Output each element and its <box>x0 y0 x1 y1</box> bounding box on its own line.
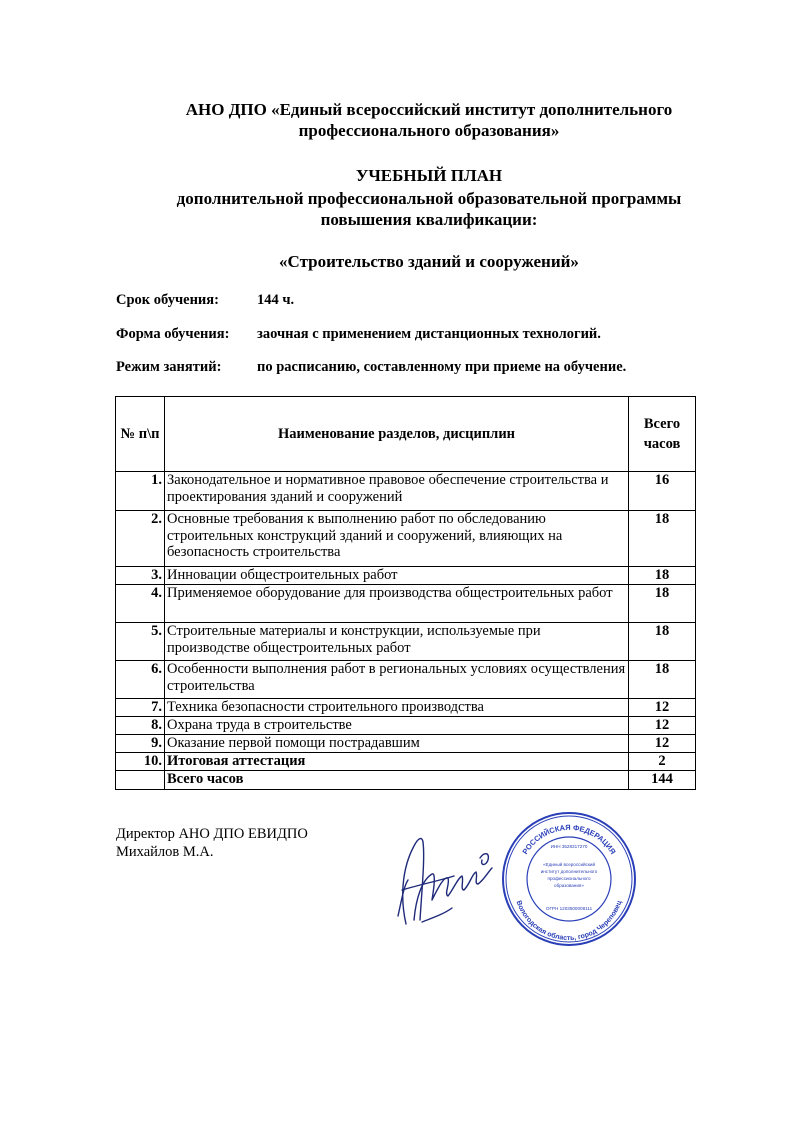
table-row <box>116 753 696 771</box>
document-subtitle-line1: дополнительной профессиональной образовательной программы <box>176 189 682 208</box>
form-value: заочная с применением дистанционных технологий. <box>257 326 601 342</box>
table-row <box>116 511 696 567</box>
row-number: 8. <box>116 717 165 735</box>
column-header-name: Наименование разделов, дисциплин <box>165 397 629 472</box>
document-subtitle <box>0 188 800 230</box>
row-hours: 18 <box>629 511 696 567</box>
row-name: Применяемое оборудование для производства общестроительных работ <box>165 585 629 623</box>
row-hours: 18 <box>629 585 696 623</box>
schedule-label: Режим занятий: <box>116 359 222 375</box>
svg-text:Вологодская область, город Чер: Вологодская область, город Череповец <box>514 899 624 943</box>
duration-label: Срок обучения: <box>116 292 219 308</box>
column-header-hours: Всего часов <box>629 397 696 472</box>
row-name: Особенности выполнения работ в региональных условиях осуществления строительства <box>165 661 629 699</box>
row-hours: 18 <box>629 661 696 699</box>
document-subtitle-line2: повышения квалификации: <box>320 210 538 229</box>
table-row <box>116 623 696 661</box>
table-row <box>116 472 696 511</box>
row-name: Оказание первой помощи пострадавшим <box>165 735 629 753</box>
table-row <box>116 661 696 699</box>
document-title: УЧЕБНЫЙ ПЛАН <box>355 166 503 185</box>
duration-value: 144 ч. <box>257 292 295 308</box>
row-name: Строительные материалы и конструкции, используемые при производстве общестроительных работ <box>165 623 629 661</box>
table-total-row <box>116 771 696 790</box>
row-name: Охрана труда в строительстве <box>165 717 629 735</box>
svg-text:профессионального: профессионального <box>547 876 591 881</box>
row-number: 1. <box>116 472 165 511</box>
svg-text:ИНН 3528317270: ИНН 3528317270 <box>550 844 588 849</box>
program-name: «Строительство зданий и сооружений» <box>279 252 579 271</box>
schedule-value: по расписанию, составленному при приеме на обучение. <box>257 359 627 375</box>
curriculum-table <box>115 396 696 790</box>
signer-block <box>116 825 308 861</box>
table-header-row <box>116 397 696 472</box>
row-hours: 12 <box>629 717 696 735</box>
row-hours: 18 <box>629 567 696 585</box>
svg-text:институт дополнительного: институт дополнительного <box>540 869 598 874</box>
official-stamp <box>500 810 638 948</box>
table-row <box>116 567 696 585</box>
total-label: Всего часов <box>165 771 629 790</box>
row-hours: 18 <box>629 623 696 661</box>
row-hours: 12 <box>629 735 696 753</box>
table-row <box>116 717 696 735</box>
svg-text:РОССИЙСКАЯ ФЕДЕРАЦИЯ: РОССИЙСКАЯ ФЕДЕРАЦИЯ <box>520 822 618 856</box>
row-number: 9. <box>116 735 165 753</box>
row-number: 4. <box>116 585 165 623</box>
row-name: Основные требования к выполнению работ по обследованию строительных конструкций зданий и сооружений, влияющих на безопасность строительства <box>165 511 629 567</box>
row-hours: 12 <box>629 699 696 717</box>
row-name: Техника безопасности строительного производства <box>165 699 629 717</box>
total-number-cell <box>116 771 165 790</box>
svg-text:ОГРН 1203500008111: ОГРН 1203500008111 <box>545 906 593 911</box>
total-hours: 144 <box>629 771 696 790</box>
table-row <box>116 699 696 717</box>
row-number: 5. <box>116 623 165 661</box>
row-number: 2. <box>116 511 165 567</box>
row-number: 6. <box>116 661 165 699</box>
table-row <box>116 585 696 623</box>
row-hours: 2 <box>629 753 696 771</box>
row-name: Законодательное и нормативное правовое обеспечение строительства и проектирования зданий и сооружений <box>165 472 629 511</box>
form-label: Форма обучения: <box>116 326 230 342</box>
svg-text:«Единый всероссийский: «Единый всероссийский <box>542 862 596 867</box>
column-header-number: № п\п <box>116 397 165 472</box>
row-name: Итоговая аттестация <box>165 753 629 771</box>
organization-name-line2: профессионального образования» <box>298 121 560 140</box>
row-number: 10. <box>116 753 165 771</box>
organization-name-line1: АНО ДПО «Единый всероссийский институт дополнительного <box>185 100 673 119</box>
table-row <box>116 735 696 753</box>
svg-text:образования»: образования» <box>554 883 584 888</box>
row-name: Инновации общестроительных работ <box>165 567 629 585</box>
signer-name: Михайлов М.А. <box>116 844 214 860</box>
row-hours: 16 <box>629 472 696 511</box>
organization-name <box>0 99 800 141</box>
row-number: 7. <box>116 699 165 717</box>
signer-title: Директор АНО ДПО ЕВИДПО <box>116 826 308 842</box>
row-number: 3. <box>116 567 165 585</box>
signature-image <box>392 828 510 928</box>
